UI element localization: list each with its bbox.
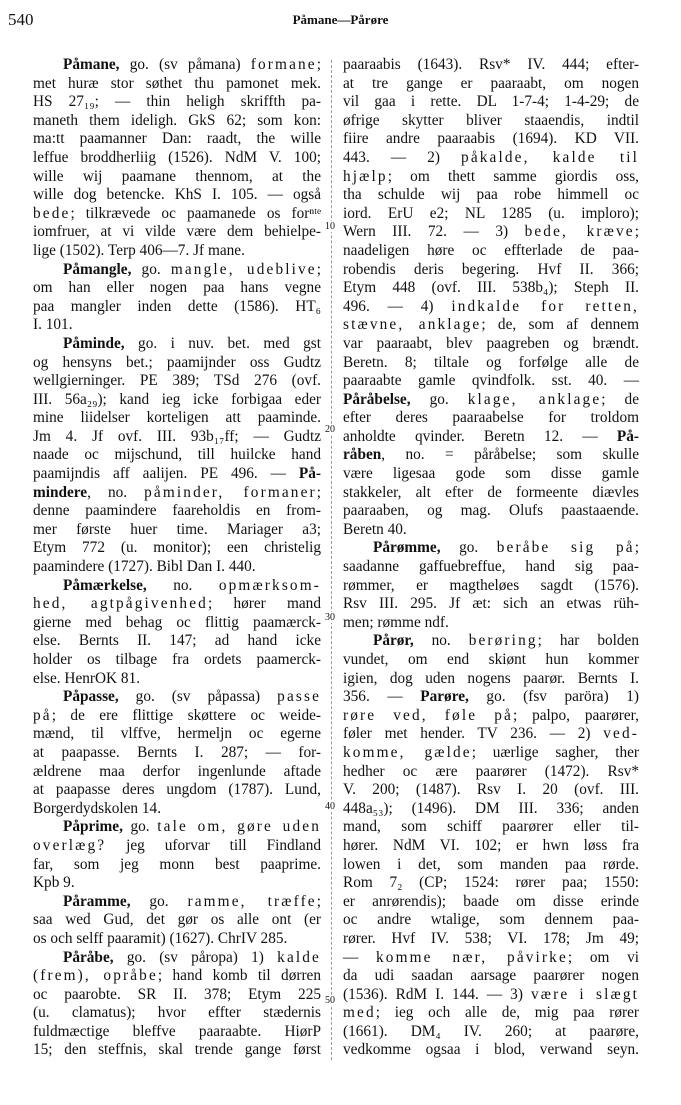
running-head: Påmane—Pårøre [292, 12, 389, 27]
text: saadanne gaffuebreffue, hand sig paa- [343, 558, 639, 576]
text-line [343, 1041, 639, 1060]
text: vil gaa i rette. DL 1-7-4; 1-4-29; de [343, 93, 639, 111]
line-number: 30 [325, 612, 335, 623]
text: efter deres paaraabelse for troldom [343, 409, 639, 427]
text-line [33, 856, 321, 875]
text: else. HenrOK 81. [33, 669, 141, 687]
line-number: 20 [325, 424, 335, 435]
text-line [33, 261, 321, 280]
text-line [33, 930, 321, 949]
text-line [33, 967, 321, 986]
text: vundet, om end skiønt hun kommer [343, 651, 639, 668]
text-line [343, 354, 639, 373]
text: V. 200; (1487). Rsv I. 20 (ovf. III. [343, 781, 639, 799]
text: rører. Hvf IV. 538; VI. 178; Jm 49; [343, 929, 639, 947]
headword: Påmærkelse, [63, 576, 147, 594]
text: ; om thett samme giordis oss, [387, 167, 639, 185]
text-line [343, 446, 639, 465]
text: go. (fsv paröra) 1) [468, 688, 640, 706]
text-line [343, 223, 639, 242]
text: (1661). DM₄ IV. 260; at paarøre, [343, 1022, 639, 1040]
text: anholdte qvinder. Beretn 12. — [343, 427, 617, 445]
text-line [33, 409, 321, 428]
right-column [343, 56, 639, 1060]
text: gierne med behag oc flittig paamærck- [33, 613, 321, 631]
text: om han eller nogen paa hans vegne [33, 279, 321, 297]
text-line [33, 149, 321, 168]
text-line [33, 911, 321, 930]
text: wille wij paamane thennom, at the [33, 167, 321, 185]
text-line [343, 707, 639, 726]
text: ; uærlige sagher, ther [471, 743, 639, 761]
text: go. [122, 818, 158, 836]
text: mænd, til vlffve, hermeljn oc egerne [33, 725, 321, 743]
text: ; om vi [567, 948, 640, 966]
text: 496. — 4) [343, 297, 452, 315]
text: met huræ stor søthet thu pamonet mek. [33, 74, 321, 92]
text: ; palpo, paarører, [512, 706, 639, 724]
text-line [343, 800, 639, 819]
text: være ligesaa gode som disse gamle [343, 465, 639, 483]
text: lowen i det, som manden paa rørde. [343, 855, 639, 873]
headword: råben [343, 446, 382, 464]
text: paamindere (1727). Bibl Dan I. 440. [33, 558, 256, 576]
text: er anrørendis); baade om disse erinde [343, 892, 639, 910]
text-line [343, 688, 639, 707]
headword: Påpasse, [63, 688, 119, 706]
text: stakkeler, alt efter de formeente diævles [343, 483, 639, 501]
text-line [343, 298, 639, 317]
definition: tale om, gøre uden [157, 818, 321, 836]
text-line [33, 112, 321, 131]
text: da udi saadan aarsage paarører nogen [343, 967, 639, 985]
text-line [343, 967, 639, 986]
definition: komme nær, påvirke [376, 948, 568, 966]
text: Rsv III. 295. Jf æt: sich an etwas rüh- [343, 595, 639, 613]
text-line [343, 465, 639, 484]
text-line [343, 930, 639, 949]
text: denne paamindere faareholdis en from- [33, 502, 321, 520]
text-line [33, 707, 321, 726]
text: lige (1502). Terp 406—7. Jf mane. [33, 241, 245, 259]
text-line [33, 93, 321, 112]
definition: bede [33, 204, 71, 222]
text: go. [410, 390, 468, 408]
text-line [343, 502, 639, 521]
text-line [343, 409, 639, 428]
text: føler met hender. TV 236. — 2) [343, 725, 604, 743]
definition: påminder, formaner [144, 483, 317, 501]
definition: formane [250, 56, 317, 73]
text-line [33, 484, 321, 503]
definition: stævne, anklage [343, 316, 482, 334]
text: go. [130, 892, 188, 910]
headword: På- [298, 465, 321, 483]
text: ældrene maa derfor ingenlunde aftade [33, 762, 321, 780]
text: HS 27₁₉; — thin heligh skriffth pa- [33, 93, 321, 111]
definition: hed, agtpågivenhed [33, 595, 208, 613]
headword: Påminde, [63, 334, 125, 352]
text-line [33, 502, 321, 521]
text-line [33, 186, 321, 205]
text-line [343, 521, 639, 540]
text: men; rømme ndf. [343, 613, 449, 631]
text: ; har bolden [537, 632, 639, 650]
text: go. (sv påmana) [119, 56, 251, 73]
text-line [343, 149, 639, 168]
text-line [33, 335, 321, 354]
definition: indkalde for retten, [451, 297, 639, 315]
headword: Påmane, [63, 56, 120, 73]
headword: Påråbe, [63, 948, 114, 966]
text-line [33, 986, 321, 1005]
text: Etym 772 (u. monitor); een christelig [33, 539, 321, 557]
headword: mindere [33, 483, 88, 501]
text-line [33, 670, 321, 689]
text-line [343, 818, 639, 837]
text-line [343, 837, 639, 856]
text-line [33, 688, 321, 707]
definition: være i slægt [530, 985, 639, 1003]
definition: overlæg? [33, 836, 107, 854]
text: 448a₅₃); (1496). DM III. 336; anden [343, 799, 639, 817]
text-line [343, 725, 639, 744]
text: go. i nuv. bet. med gst [124, 334, 321, 352]
text: (1536). RdM I. 144. — 3) [343, 985, 531, 1003]
text: naade oc mijschund, till huilcke hand [33, 446, 321, 464]
text-line [33, 354, 321, 373]
text: Beretn. 8; tiltale og forfølge alle de [343, 353, 639, 371]
text-line [343, 558, 639, 577]
text: øfrige skytter bliver staaendis, indtil [343, 111, 639, 129]
text-line [343, 242, 639, 261]
headword: Påramme, [63, 892, 131, 910]
text-line [33, 279, 321, 298]
text-line [343, 279, 639, 298]
text-line [343, 168, 639, 187]
text: jeg uforvar till Findland [106, 836, 321, 854]
text: Wern III. 72. — 3) [343, 223, 525, 241]
text-line [33, 242, 321, 261]
text: go. (sv påpassa) [118, 688, 278, 706]
text: robendis deris begering. Hvf II. 366; [343, 260, 639, 278]
definition: klage, anklage [467, 390, 602, 408]
text: go. [440, 539, 497, 557]
text-line [33, 1004, 321, 1023]
text: — [343, 948, 377, 966]
text: ; hand komb til dørren [157, 967, 321, 985]
definition: påkalde, kalde til [461, 148, 639, 166]
text-line [343, 316, 639, 335]
headword: Parøre, [420, 688, 469, 706]
text: vedkomme ogsaa i blod, verwand seyn. [343, 1041, 639, 1059]
text-line [343, 893, 639, 912]
text-line [33, 800, 321, 819]
text-line [33, 521, 321, 540]
text-line [343, 335, 639, 354]
text: paaraabte gamle qvindfolk. sst. 40. — [343, 372, 639, 390]
text: I. 101. [33, 316, 73, 334]
text-line [343, 428, 639, 447]
text: mer første huer time. Mariager a3; [33, 520, 321, 538]
text-line [33, 1041, 321, 1060]
text-line [343, 484, 639, 503]
text-line [33, 874, 321, 893]
text: var paaraabt, blev paagreben og brændt. [343, 334, 639, 352]
headword: På- [616, 427, 639, 445]
headword: Pårømme, [373, 539, 441, 557]
definition: berøring [468, 632, 538, 650]
text: paa mangler inden dette (1586). HT₆ [33, 297, 321, 315]
text: else. Bernts II. 147; ad hand icke [33, 632, 321, 650]
text-line [33, 465, 321, 484]
text: ; [316, 892, 321, 910]
text: saa wed Gud, det gør os alle ont (er [33, 911, 321, 929]
definition: ramme, træffe [187, 892, 317, 910]
text-line [343, 186, 639, 205]
text: hører. NdM VI. 102; er hwn løss fra [343, 836, 639, 854]
text-line [343, 1023, 639, 1042]
text: 15; den steffnis, skal trende gange først [33, 1041, 321, 1059]
text-line [33, 428, 321, 447]
definition: på [33, 706, 52, 724]
text-line [33, 539, 321, 558]
text-line [33, 781, 321, 800]
text-line [343, 372, 639, 391]
text: leffue broddherliig (1526). NdM V. 100; [33, 148, 321, 166]
text: ; [316, 56, 321, 73]
text-line [343, 856, 639, 875]
definition: kalde [277, 948, 321, 966]
text: wille dog betencke. KhS I. 105. — også [33, 186, 321, 204]
column-divider [331, 60, 332, 1060]
text: ; de [601, 390, 640, 408]
text: at tre gange er paaraabt, om nogen [343, 74, 639, 92]
headword: Påprime, [63, 818, 123, 836]
text-line [33, 298, 321, 317]
line-number: 50 [325, 995, 335, 1006]
text: ; [634, 223, 639, 241]
text-line [343, 577, 639, 596]
text: paaraabis (1643). Rsv* IV. 444; efter- [343, 56, 639, 73]
headword: Påråbelse, [343, 390, 411, 408]
text: ; tilkrævede oc paamanede os forⁿᵗᵉ [70, 204, 321, 222]
text-line [33, 725, 321, 744]
text: Beretn 40. [343, 520, 407, 538]
text: go. [131, 260, 171, 278]
text-line [33, 168, 321, 187]
text: os och selff paaramit) (1627). ChrIV 285. [33, 929, 288, 947]
definition: med [343, 1004, 376, 1022]
definition: komme, gælde [343, 743, 472, 761]
text-line [343, 1004, 639, 1023]
text: og hensyns bet.; paamijnder oss Gudtz [33, 353, 321, 371]
text: go. (sv påropa) 1) [113, 948, 278, 966]
text-line [33, 446, 321, 465]
text: holder os tilbage fra ordets paamerck- [33, 651, 321, 668]
text-line [33, 205, 321, 224]
headword: Pårør, [373, 632, 414, 650]
text: mand, som schiff paarører eller til- [343, 818, 639, 836]
text-line [33, 632, 321, 651]
text: Etym 448 (ovf. III. 538b₄); Steph II. [343, 279, 639, 297]
text: ; de ere flittige skøttere oc weide- [51, 706, 321, 724]
text: mine liidelser korteligen att paaminde. [33, 409, 321, 427]
text: hedher oc ære paarører (1472). Rsv* [343, 762, 639, 780]
text: far, som jeg monn best paaprime. [33, 855, 321, 873]
text: ; [634, 539, 639, 557]
text: Kpb 9. [33, 874, 75, 892]
text: ; [316, 483, 321, 501]
text-line [343, 949, 639, 968]
text: ma:tt paamanner Dan: raadt, the wille [33, 130, 321, 148]
text-line [343, 56, 639, 75]
text-line [343, 391, 639, 410]
text-line [33, 558, 321, 577]
definition: mangle, udeblive [170, 260, 317, 278]
text-line [33, 744, 321, 763]
text-line [33, 595, 321, 614]
definition: bede, kræve [524, 223, 635, 241]
text: maneth them ideligh. GkS 62; som kon: [33, 111, 321, 129]
text: ; hører mand [207, 595, 321, 613]
definition: beråbe sig på [496, 539, 635, 557]
text-line [343, 874, 639, 893]
left-column [33, 56, 321, 1060]
text: ; [316, 260, 321, 278]
text: iomfruer, at vi vilde være dem behielpe- [33, 223, 321, 241]
text-line [33, 391, 321, 410]
text: paamijndis aff aalijen. PE 496. — [33, 465, 299, 483]
text-line [343, 614, 639, 633]
text-line [33, 1023, 321, 1042]
text: fiire andre paaraabis (1694). KD VII. [343, 130, 639, 148]
text-line [343, 205, 639, 224]
text-line [343, 632, 639, 651]
text: no. [413, 632, 469, 650]
text-line [343, 93, 639, 112]
text: 356. — [343, 688, 421, 706]
text: Rom 7₂ (CP; 1524: rører paa; 1550: [343, 874, 639, 892]
text-line [343, 911, 639, 930]
definition: ved- [603, 725, 639, 743]
text: , no. [87, 483, 145, 501]
text-line [343, 539, 639, 558]
definition: passe [277, 688, 321, 706]
text: ; ieg och alle de, mig paa rører [375, 1004, 639, 1022]
text: no. [146, 576, 219, 594]
text-line [343, 595, 639, 614]
text: , no. = påråbelse; som skulle [381, 446, 639, 464]
text-line [33, 763, 321, 782]
definition: hjælp [343, 167, 388, 185]
text: ; de, som af dennem [481, 316, 639, 334]
text-line [33, 316, 321, 335]
definition: røre ved, føle på [343, 706, 513, 724]
line-number: 10 [325, 221, 335, 232]
text: oc paarobte. SR II. 378; Etym 225 [33, 985, 321, 1003]
text-line [343, 75, 639, 94]
text-line [33, 949, 321, 968]
text-line [343, 651, 639, 670]
text-line [33, 372, 321, 391]
text-line [33, 651, 321, 670]
text: paaraaben, og mag. Olufs paastaaende. [343, 502, 639, 520]
text: naadeligen høre oc effterlade de paa- [343, 241, 639, 259]
text-line [33, 577, 321, 596]
headword: Påmangle, [63, 260, 132, 278]
text-line [343, 763, 639, 782]
text: iord. ErU e2; NL 1285 (u. imploro); [343, 204, 639, 222]
text-line [33, 893, 321, 912]
text-line [343, 261, 639, 280]
text-line [343, 112, 639, 131]
page-number: 540 [8, 10, 34, 29]
text: (u. clamatus); hvor effter stædernis [33, 1004, 321, 1022]
text: at paapasse deres ungdom (1787). Lund, [33, 781, 321, 799]
text: Borgerdydskolen 14. [33, 799, 162, 817]
text-line [33, 837, 321, 856]
text: fuldmæctige bleffve paaraabte. HiørP [33, 1022, 321, 1040]
text-line [33, 223, 321, 242]
text: rømmer, er magtheløes sagdt (1576). [343, 576, 639, 594]
text: 443. — 2) [343, 148, 462, 166]
text: tha schulde wij paa robe himmell oc [343, 186, 639, 204]
definition: (frem), opråbe [33, 967, 158, 985]
text: wellgierninger. PE 389; TSd 276 (ovf. [33, 372, 321, 390]
line-number: 40 [325, 801, 335, 812]
text: Jm 4. Jf ovf. III. 93b₁₇ff; — Gudtz [33, 427, 321, 445]
text-line [343, 781, 639, 800]
text-line [33, 818, 321, 837]
text-line [343, 986, 639, 1005]
text-line [33, 130, 321, 149]
text-line [33, 56, 321, 75]
text: oc andre wtalige, som dennem paa- [343, 911, 639, 929]
text: at paapasse. Bernts I. 287; — for- [33, 743, 321, 761]
text: III. 56a₂₉); kand ieg icke forbigaa eder [33, 390, 321, 408]
text: igien, dog uden nogens paarør. Bernts I. [343, 669, 639, 687]
text-line [343, 670, 639, 689]
definition: opmærksom- [218, 576, 321, 594]
text-line [33, 75, 321, 94]
text-line [343, 130, 639, 149]
text-line [343, 744, 639, 763]
text-line [33, 614, 321, 633]
